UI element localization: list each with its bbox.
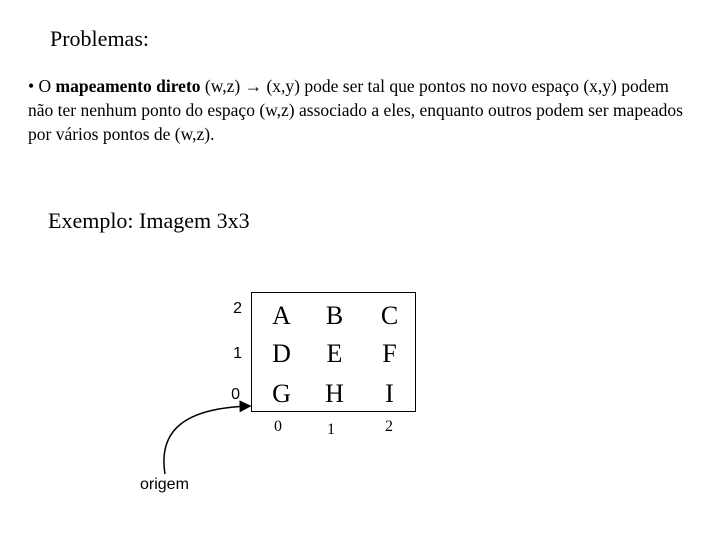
row-label-0: 0 bbox=[231, 386, 240, 403]
grid-cell: D bbox=[272, 339, 291, 368]
bullet-marker: • bbox=[28, 76, 35, 96]
col-label-1: 1 bbox=[327, 421, 335, 438]
bullet-text-mid2: (x,y) pode ser tal que pontos no novo espaço (x,y) podem não ter nenhum ponto do espaço (w,z) associado a eles, enquanto outros podem ser mapeados por vários pontos de (w,z). bbox=[28, 76, 683, 144]
row-label-2: 2 bbox=[233, 300, 242, 317]
bullet-text-pre: O bbox=[34, 76, 56, 96]
grid-cell: H bbox=[325, 379, 344, 408]
grid-cell: G bbox=[272, 379, 291, 408]
col-label-0: 0 bbox=[274, 418, 282, 435]
origin-label: origem bbox=[140, 476, 189, 493]
grid-cell: F bbox=[382, 339, 397, 368]
grid-cell: C bbox=[380, 301, 399, 330]
example-title: Exemplo: Imagem 3x3 bbox=[48, 208, 250, 233]
grid-cell: A bbox=[272, 301, 291, 330]
grid-cell: E bbox=[326, 339, 343, 368]
grid-cell: I bbox=[385, 379, 394, 408]
arrow-icon: → bbox=[244, 76, 263, 96]
grid-cell: B bbox=[325, 301, 344, 330]
bullet-text-mid1: (w,z) bbox=[200, 76, 245, 96]
slide-title: Problemas: bbox=[50, 26, 149, 51]
row-label-1: 1 bbox=[233, 345, 242, 362]
col-label-2: 2 bbox=[385, 418, 393, 435]
bullet-bold-term: mapeamento direto bbox=[55, 76, 201, 96]
